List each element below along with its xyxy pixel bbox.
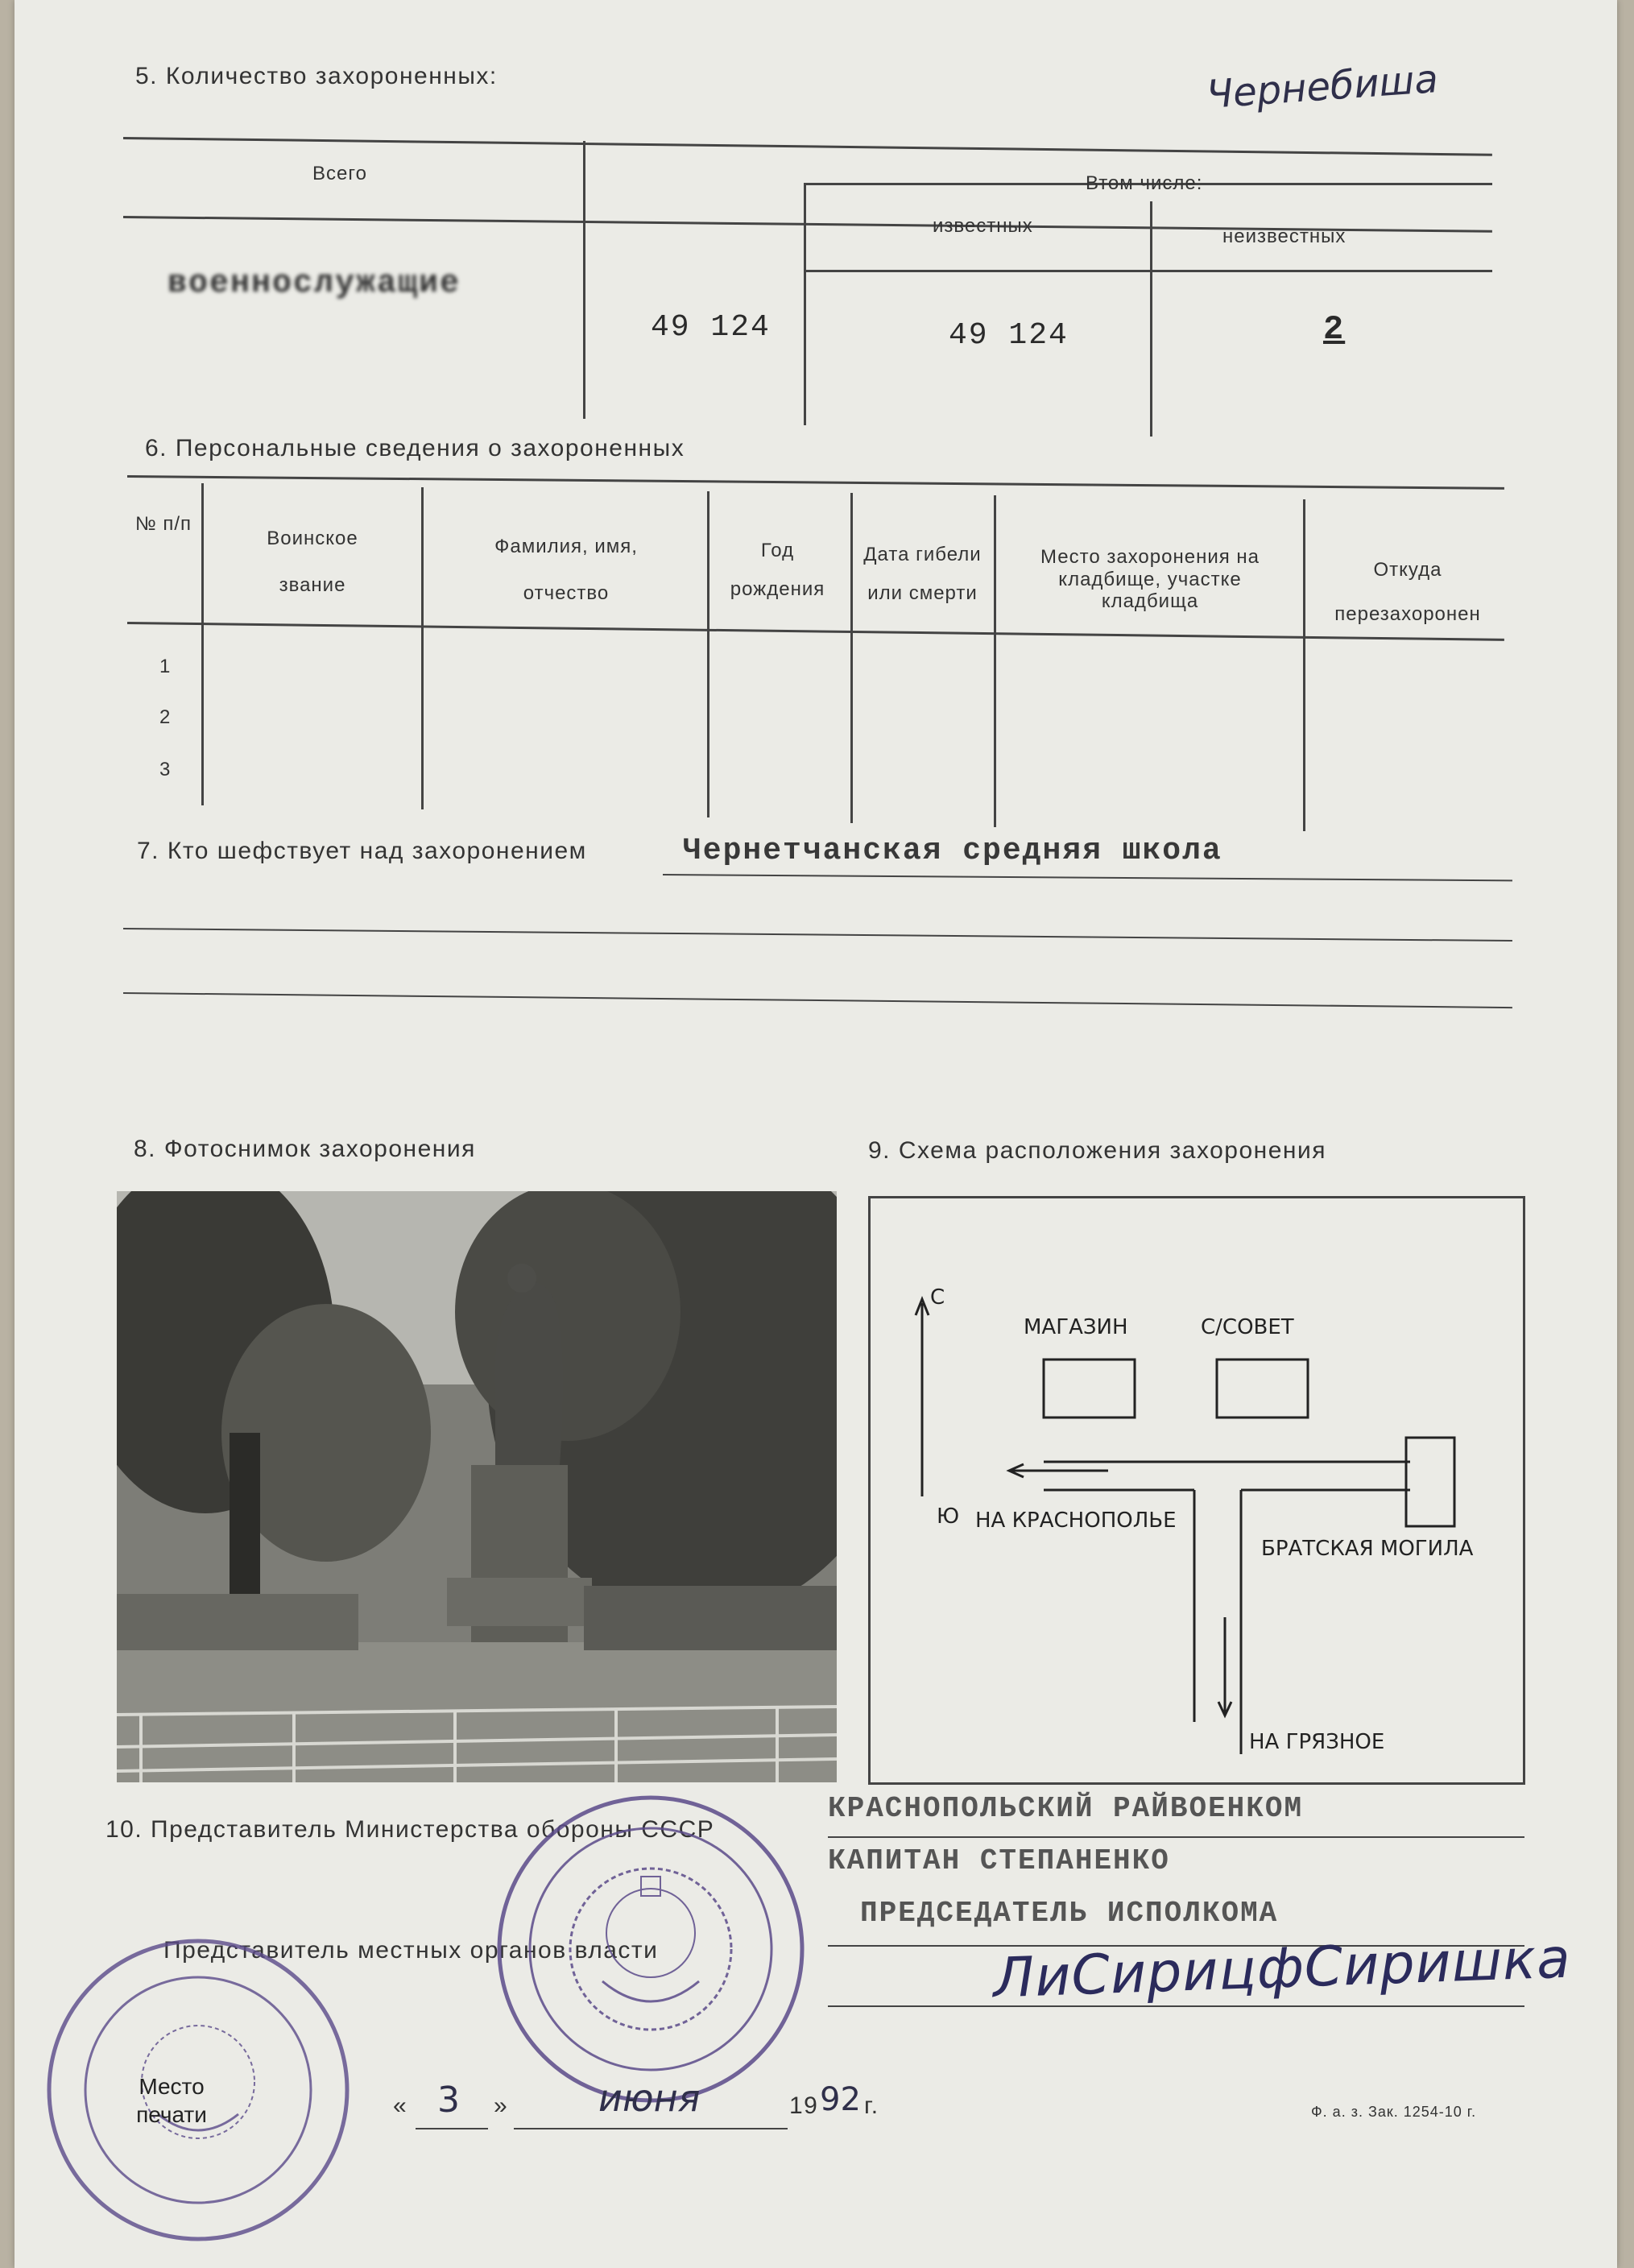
- header-rank: Воинское звание: [267, 528, 358, 596]
- header-birth: Год рождения: [730, 540, 825, 600]
- print-code: Ф. а. з. Зак. 1254-10 г.: [1311, 2104, 1477, 2120]
- date-day: 3: [437, 2080, 460, 2121]
- typed-line-2: КАПИТАН СТЕПАНЕНКО: [828, 1844, 1170, 1877]
- header-num: № п/п: [134, 513, 192, 535]
- header-death: Дата гибели или смерти: [863, 544, 982, 604]
- stamp-place-label: Место печати: [136, 2074, 207, 2127]
- north-label: С: [930, 1285, 945, 1310]
- to-krasnopolye-label: НА КРАСНОПОЛЬЕ: [975, 1509, 1177, 1533]
- signature: ЛиСирицфСиришка: [991, 1927, 1572, 2011]
- local-authority-label: Представитель местных органов власти: [163, 1937, 659, 1964]
- corner-handwriting: Чернебиша: [1205, 56, 1440, 118]
- typed-line-3: ПРЕДСЕДАТЕЛЬ ИСПОЛКОМА: [860, 1897, 1279, 1930]
- row-number: 1: [159, 656, 172, 677]
- council-label: С/СОВЕТ: [1201, 1315, 1294, 1339]
- patron-value: Чернетчанская средняя школа: [683, 834, 1222, 868]
- document-page: [14, 0, 1617, 2268]
- row-number: 2: [159, 706, 172, 728]
- known-value: 49 124: [949, 318, 1069, 353]
- official-stamp-emblem: [482, 1780, 820, 2118]
- header-place: Место захоронения на кладбище, участке кладбища: [1040, 546, 1260, 613]
- to-gryaznoe-label: НА ГРЯЗНОЕ: [1249, 1730, 1385, 1754]
- shop-label: МАГАЗИН: [1024, 1315, 1128, 1339]
- total-value: 49 124: [651, 310, 771, 345]
- row-label-servicemen: военнослужащие: [168, 266, 461, 302]
- col-unknown-header: неизвестных: [1222, 226, 1346, 247]
- section9-title: 9. Схема расположения захоронения: [868, 1137, 1326, 1164]
- burial-photo: [117, 1191, 837, 1782]
- mo-representative-label: 10. Представитель Министерства обороны СССР: [105, 1816, 715, 1843]
- south-label: Ю: [937, 1504, 960, 1529]
- header-origin: Откуда перезахоронен: [1334, 559, 1481, 626]
- date-year-prefix: 19: [789, 2092, 819, 2119]
- section8-title: 8. Фотоснимок захоронения: [134, 1136, 476, 1162]
- mass-grave-label: БРАТСКАЯ МОГИЛА: [1261, 1537, 1474, 1561]
- section5-title: 5. Количество захороненных:: [135, 63, 498, 89]
- date-year-suffix: 92: [820, 2081, 861, 2118]
- row-number: 3: [159, 759, 172, 780]
- col-known-header: известных: [933, 215, 1033, 237]
- col-including-header: Втом числе:: [1086, 172, 1203, 194]
- typed-line-1: КРАСНОПОЛЬСКИЙ РАЙВОЕНКОМ: [828, 1792, 1304, 1825]
- col-total-header: Всего: [312, 163, 367, 184]
- section7-title: 7. Кто шефствует над захоронением: [137, 838, 587, 864]
- section6-title: 6. Персональные сведения о захороненных: [145, 435, 685, 461]
- date-suffix: г.: [864, 2092, 879, 2119]
- date-line: « 3 » июня 19 92 г.: [393, 2086, 892, 2134]
- date-month: июня: [598, 2076, 701, 2120]
- scheme-lines: [871, 1198, 1523, 1782]
- location-scheme: [868, 1196, 1525, 1785]
- photo-illustration: [117, 1191, 837, 1782]
- unknown-value: 2: [1323, 310, 1346, 349]
- header-name: Фамилия, имя, отчество: [494, 536, 638, 604]
